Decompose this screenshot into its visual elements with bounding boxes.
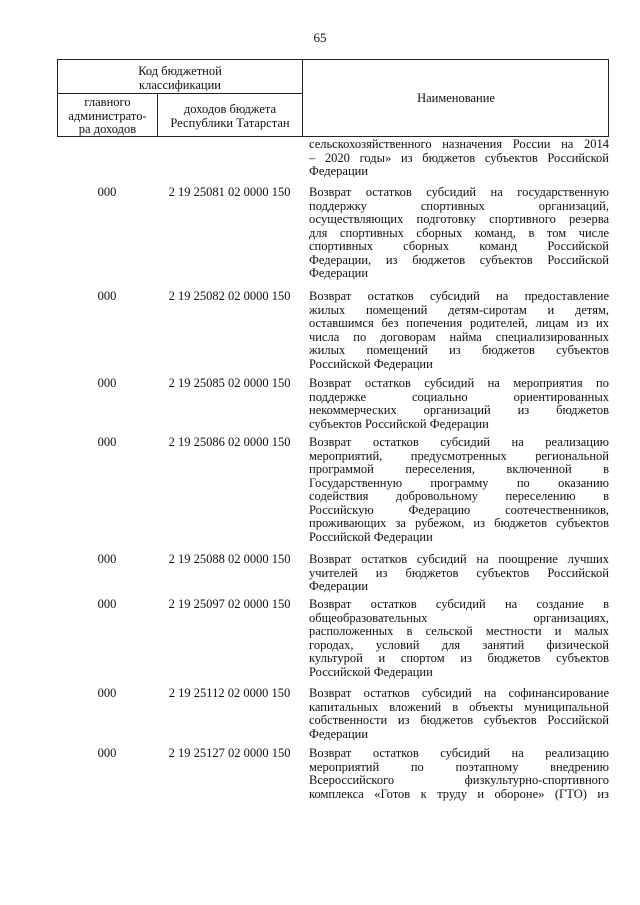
name-line: учителей из бюджетов субъектов Российской	[309, 566, 609, 580]
row-admin-code: 000	[97, 185, 117, 199]
budget-code-header-line: Код бюджетной	[138, 64, 222, 78]
name-line: субъектов Российской Федерации	[309, 417, 489, 431]
name-line: Федерации	[309, 267, 369, 280]
name-line: для спортивных сборных команд, в том числе	[309, 226, 609, 240]
budget-code-header	[58, 60, 303, 94]
name-line: Возврат остатков субсидий на реализацию	[309, 436, 609, 449]
name-line: культурой и спортом из бюджетов субъектов	[309, 652, 609, 665]
row-name	[309, 553, 609, 594]
name-line: общеобразовательных организациях,	[309, 611, 609, 625]
row-name	[309, 290, 609, 371]
name-line: Всероссийского физкультурно-спортивного	[309, 774, 609, 787]
row-admin-code: 000	[97, 376, 117, 390]
row-budget-code: 2 19 25112 02 0000 150	[168, 686, 291, 700]
row-admin-code: 000	[97, 289, 117, 303]
name-line: капитальных вложений в объекты муниципальной	[309, 700, 609, 714]
income-column-header	[158, 94, 303, 137]
name-line: Возврат остатков субсидий на предоставление	[309, 290, 609, 303]
name-line: содействия добровольному переселению в	[309, 490, 609, 503]
admin-header-line: главного	[84, 95, 131, 109]
row-admin-code: 000	[97, 746, 117, 760]
name-line: Федерации	[309, 580, 369, 593]
name-line: поддержке социально ориентированных	[309, 390, 609, 404]
name-column-header: Наименование	[417, 91, 495, 105]
name-line: Возврат остатков субсидий на софинансирование	[309, 687, 609, 700]
row-admin-code: 000	[97, 435, 117, 449]
name-line: Возврат остатков субсидий на мероприятия по	[309, 377, 609, 390]
income-header-line: доходов бюджета	[183, 102, 277, 116]
row-name	[309, 687, 609, 741]
name-line: Российской Федерации	[309, 665, 433, 679]
admin-column-header	[58, 94, 158, 137]
name-line: числа по договорам найма специализированных	[309, 330, 609, 344]
name-line: городах, условий для занятий физической	[309, 638, 609, 652]
row-budget-code: 2 19 25097 02 0000 150	[168, 597, 291, 611]
name-line: Возврат остатков субсидий на реализацию	[309, 747, 609, 760]
name-line: Федерации	[309, 165, 369, 178]
name-line: Федерации	[309, 727, 369, 741]
row-name	[309, 436, 609, 544]
row-admin-code: 000	[97, 552, 117, 566]
name-line: собственности из бюджетов субъектов Российской	[309, 714, 609, 727]
row-budget-code: 2 19 25086 02 0000 150	[168, 435, 291, 449]
row-name	[309, 377, 609, 431]
row-admin-code: 000	[97, 686, 117, 700]
row-budget-code: 2 19 25081 02 0000 150	[168, 185, 291, 199]
row-budget-code: 2 19 25088 02 0000 150	[168, 552, 291, 566]
admin-header-line: ра доходов	[78, 122, 137, 136]
name-line: – 2020 годы» из бюджетов субъектов Российской	[309, 151, 609, 165]
name-line: мероприятий, предусмотренных региональной	[309, 449, 609, 463]
row-name	[309, 747, 609, 801]
row-budget-code: 2 19 25085 02 0000 150	[168, 376, 291, 390]
table-header	[57, 59, 609, 137]
name-line: некоммерческих организаций из бюджетов	[309, 404, 609, 417]
name-line: спортивных сборных команд Российской	[309, 240, 609, 253]
name-line: комплекса «Готов к труду и обороне» (ГТО) из	[309, 787, 609, 801]
row-admin-code: 000	[97, 597, 117, 611]
budget-code-header-line: классификации	[139, 78, 221, 92]
row-budget-code: 2 19 25082 02 0000 150	[168, 289, 291, 303]
name-line: программой переселения, включенной в	[309, 463, 609, 476]
name-line: осуществляющих подготовку спортивного резерва	[309, 213, 609, 226]
name-line: расположенных в сельской местности и малых	[309, 625, 609, 638]
name-line: проживающих за рубежом, из бюджетов субъектов	[309, 517, 609, 530]
name-line: Российскую Федерацию соотечественников,	[309, 503, 609, 517]
name-line: Возврат остатков субсидий на государственную	[309, 186, 609, 199]
row-name	[309, 186, 609, 281]
name-line: Федерации, из бюджетов субъектов Российской	[309, 253, 609, 267]
name-line: сельскохозяйственного назначения России на 2014	[309, 138, 609, 151]
name-line: жилых помещений детям-сиротам и детям,	[309, 303, 609, 317]
income-header-line: Республики Татарстан	[170, 116, 290, 130]
name-line: Возврат остатков субсидий на создание в	[309, 598, 609, 611]
name-line: Возврат остатков субсидий на поощрение лучших	[309, 553, 609, 566]
name-line: Российской Федерации	[309, 357, 433, 371]
name-line: поддержку спортивных организаций,	[309, 199, 609, 213]
name-line: жилых помещений из бюджетов субъектов	[309, 344, 609, 357]
name-line: мероприятий по поэтапному внедрению	[309, 760, 609, 774]
page-number: 65	[313, 30, 327, 45]
name-line: оставшимся без попечения родителей, лицам из их	[309, 317, 609, 330]
row-name	[309, 138, 609, 179]
name-line: Государственную программу по оказанию	[309, 476, 609, 490]
name-line: Российской Федерации	[309, 530, 433, 544]
row-budget-code: 2 19 25127 02 0000 150	[168, 746, 291, 760]
admin-header-line: администрато-	[68, 108, 147, 123]
row-name	[309, 598, 609, 679]
